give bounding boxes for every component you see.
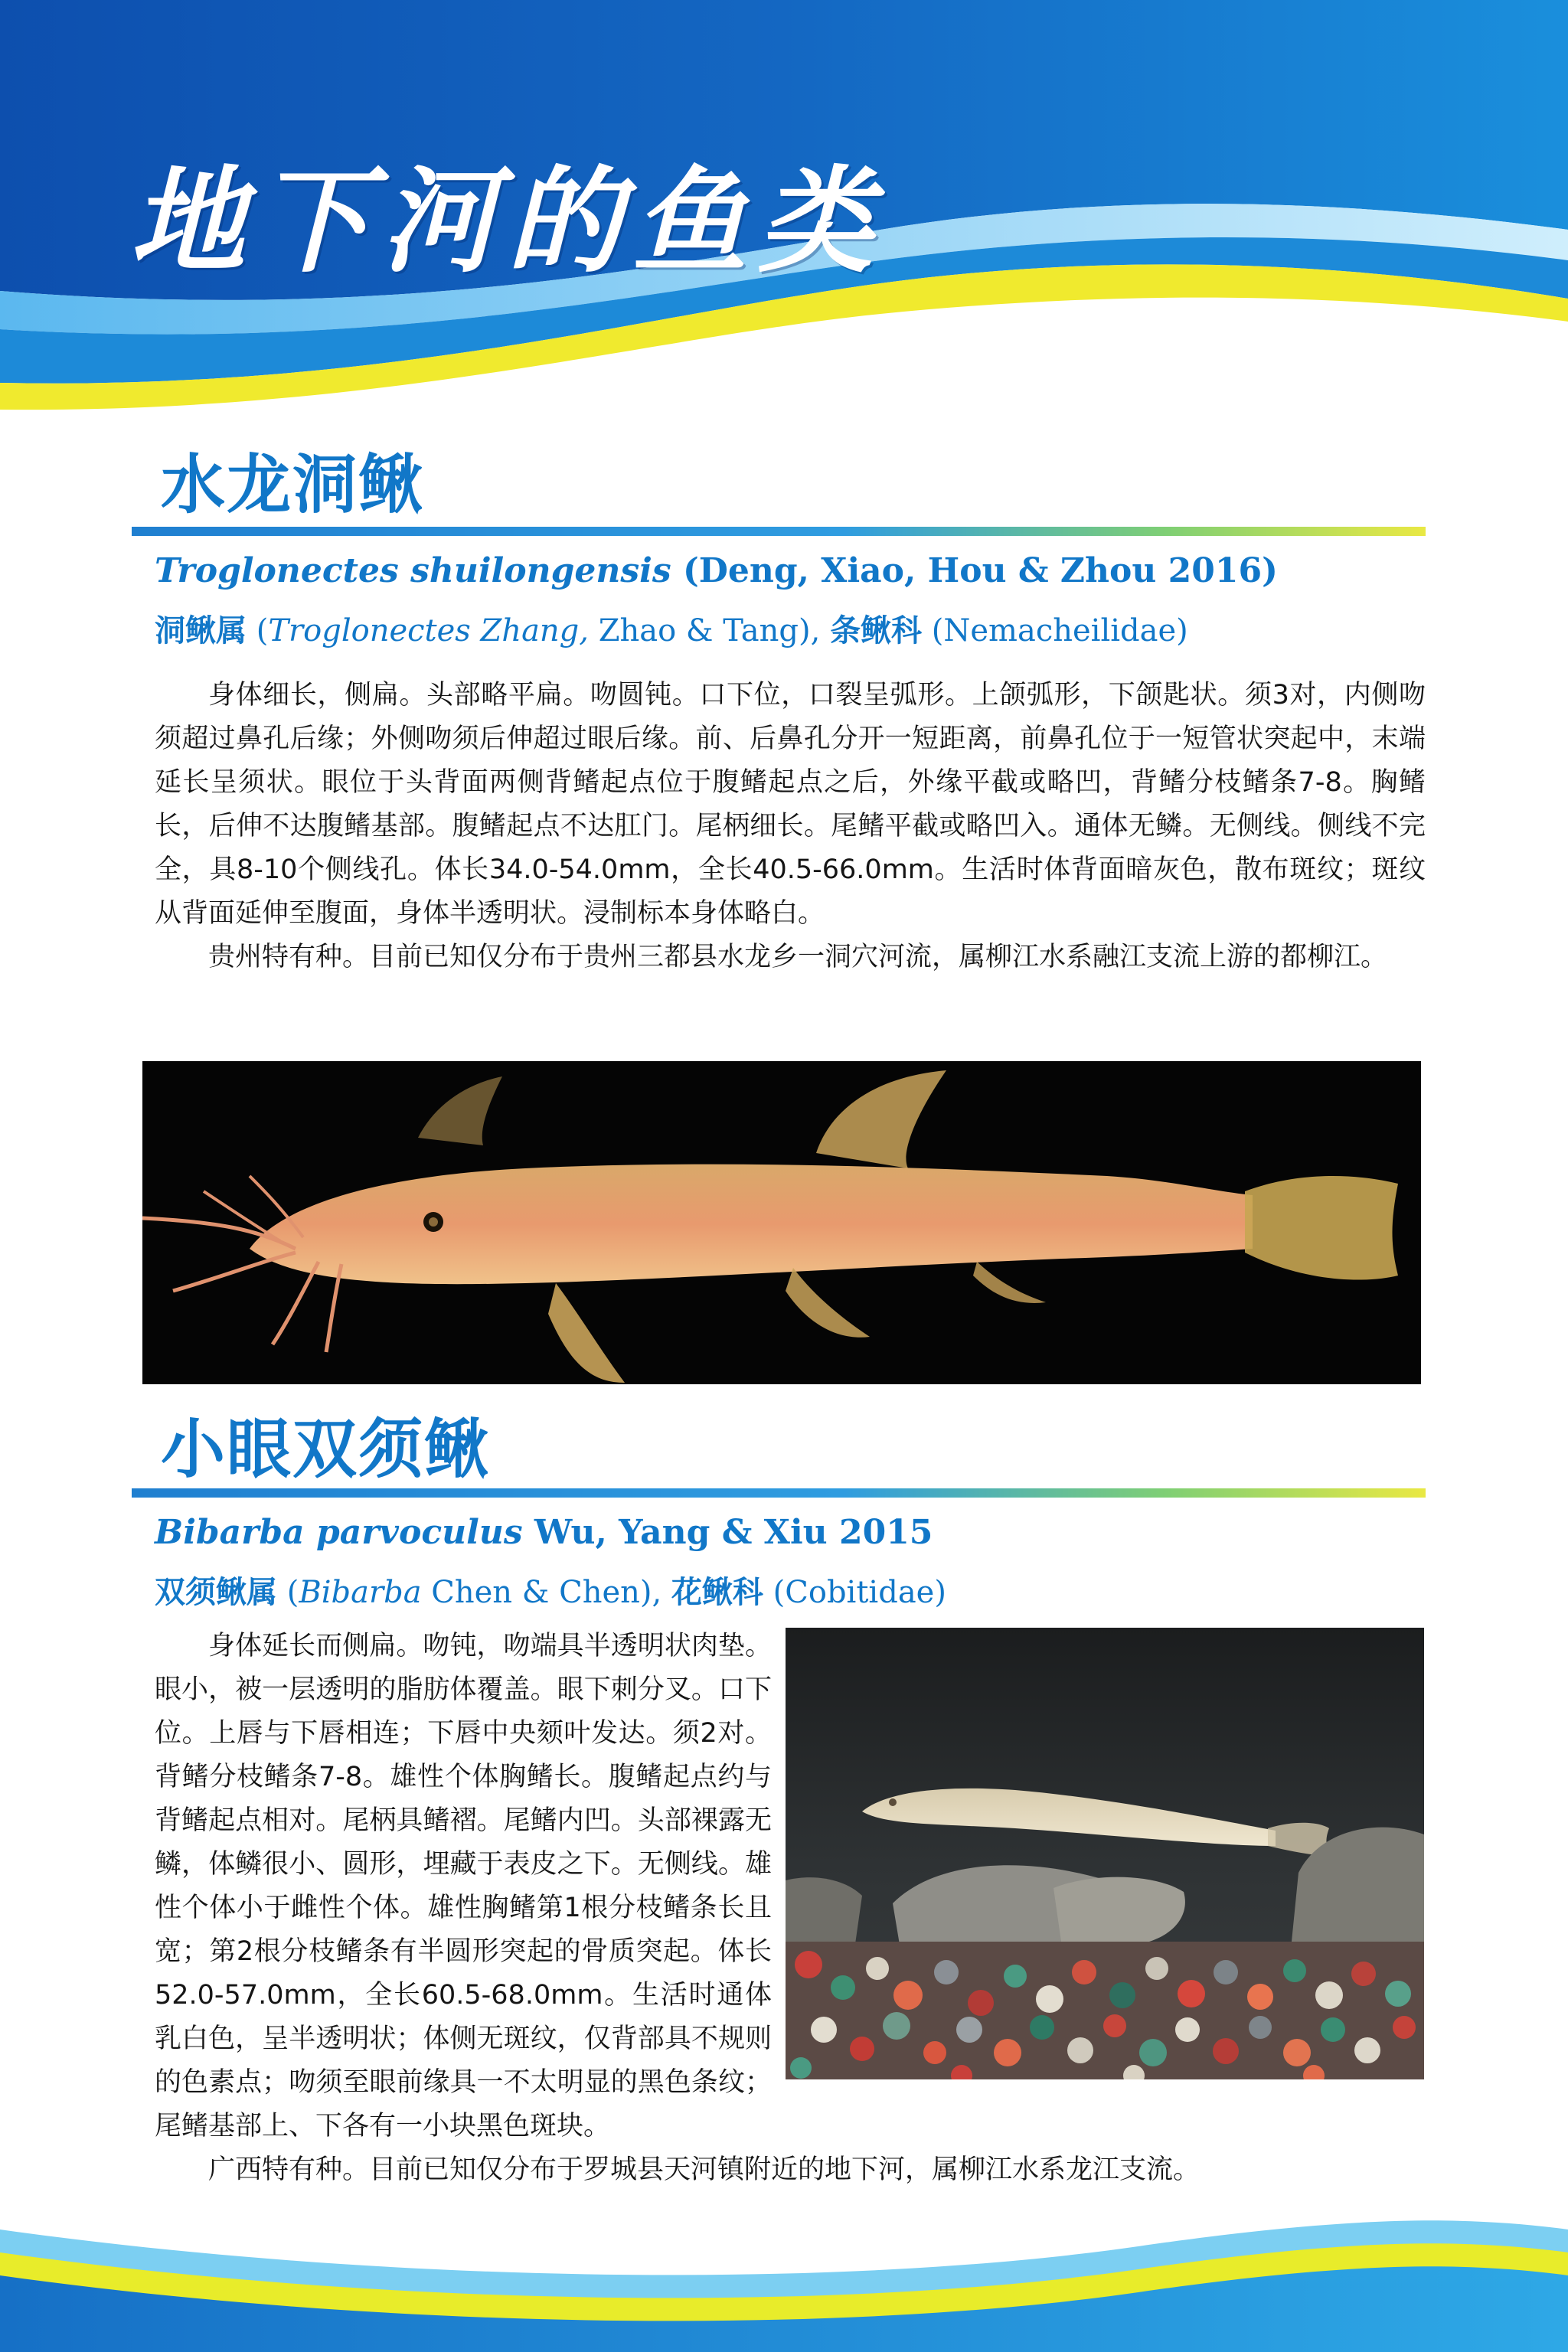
species-1-photo — [142, 1061, 1421, 1384]
species-1-family-latin: (Nemacheilidae) — [922, 613, 1188, 648]
species-2-family-latin: (Cobitidae) — [763, 1575, 946, 1610]
species-2-binomial: Bibarba parvoculus — [155, 1513, 523, 1552]
species-2-authority: Wu, Yang & Xiu 2015 — [534, 1513, 933, 1552]
species-1-genus-cn: 洞鳅属 — [155, 613, 247, 648]
species-1-scientific-name — [155, 551, 1278, 590]
species-2-divider — [132, 1488, 1426, 1498]
species-1-name: 水龙洞鳅 — [161, 447, 425, 522]
species-2-name: 小眼双须鳅 — [161, 1412, 491, 1487]
poster-title: 地下河的鱼类 — [130, 155, 884, 289]
species-1-genus-latin: Troglonectes Zhang, — [268, 613, 589, 648]
species-1-taxonomy: 洞鳅属 (Troglonectes Zhang, Zhao & Tang), 条鳅科 (Nemacheilidae) — [155, 613, 1188, 648]
species-1-text — [155, 674, 1426, 979]
species-2-genus-latin: Bibarba — [299, 1575, 422, 1610]
species-1-genus-authority: Zhao & Tang), — [589, 613, 831, 648]
species-1-authority: (Deng, Xiao, Hou & Zhou 2016) — [682, 551, 1278, 590]
species-2-family-cn: 花鳅科 — [671, 1575, 763, 1610]
species-2-distribution: 广西特有种。目前已知仅分布于罗城县天河镇附近的地下河，属柳江水系龙江支流。 — [208, 2154, 1200, 2185]
species-1-divider — [132, 527, 1426, 536]
species-2-taxonomy: 双须鳅属 (Bibarba Chen & Chen), 花鳅科 (Cobitidae) — [155, 1575, 946, 1610]
species-2-description: 身体延长而侧扁。吻钝，吻端具半透明状肉垫。眼小，被一层透明的脂肪体覆盖。眼下刺分叉。口下位。上唇与下唇相连；下唇中央颏叶发达。须2对。背鳍分枝鳍条7-8。雄性个体胸鳍长。腹鳍起点约与背鳍起点相对。尾柄具鳍褶。尾鳍内凹。头部裸露无鳞，体鳞很小、圆形，埋藏于表皮之下。无侧线。雄性个体小于雌性个体。雄性胸鳍第1根分枝鳍条长且宽；第2根分枝鳍条有半圆形突起的骨质突起。体长52.0-57.0mm，全长60.5-68.0mm。生活时通体乳白色，呈半透明状；体侧无斑纹，仅背部具不规则的色素点；吻须至眼前缘具一不太明显的黑色条纹；尾鳍基部上、下各有一小块黑色斑块。 — [155, 1631, 772, 2141]
species-1-distribution: 贵州特有种。目前已知仅分布于贵州三都县水龙乡一洞穴河流，属柳江水系融江支流上游的都柳江。 — [208, 942, 1388, 972]
species-2-genus-authority: Chen & Chen), — [421, 1575, 671, 1610]
species-1-family-cn: 条鳅科 — [830, 613, 923, 648]
species-2-genus-cn: 双须鳅属 — [155, 1575, 277, 1610]
species-1-description: 身体细长，侧扁。头部略平扁。吻圆钝。口下位，口裂呈弧形。上颌弧形，下颌匙状。须3对，内侧吻须超过鼻孔后缘；外侧吻须后伸超过眼后缘。前、后鼻孔分开一短距离，前鼻孔位于一短管状突起中，末端延长呈须状。眼位于头背面两侧背鳍起点位于腹鳍起点之后，外缘平截或略凹，背鳍分枝鳍条7-8。胸鳍长，后伸不达腹鳍基部。腹鳍起点不达肛门。尾柄细长。尾鳍平截或略凹入。通体无鳞。无侧线。侧线不完全，具8-10个侧线孔。体长34.0-54.0mm，全长40.5-66.0mm。生活时体背面暗灰色，散布斑纹；斑纹从背面延伸至腹面，身体半透明状。浸制标本身体略白。 — [155, 680, 1426, 929]
species-2-scientific-name — [155, 1513, 933, 1552]
species-2-distribution-block — [155, 2148, 1426, 2192]
footer-wave-banner — [0, 2199, 1568, 2352]
species-2-photo — [786, 1628, 1424, 2079]
species-1-binomial: Troglonectes shuilongensis — [155, 551, 671, 590]
